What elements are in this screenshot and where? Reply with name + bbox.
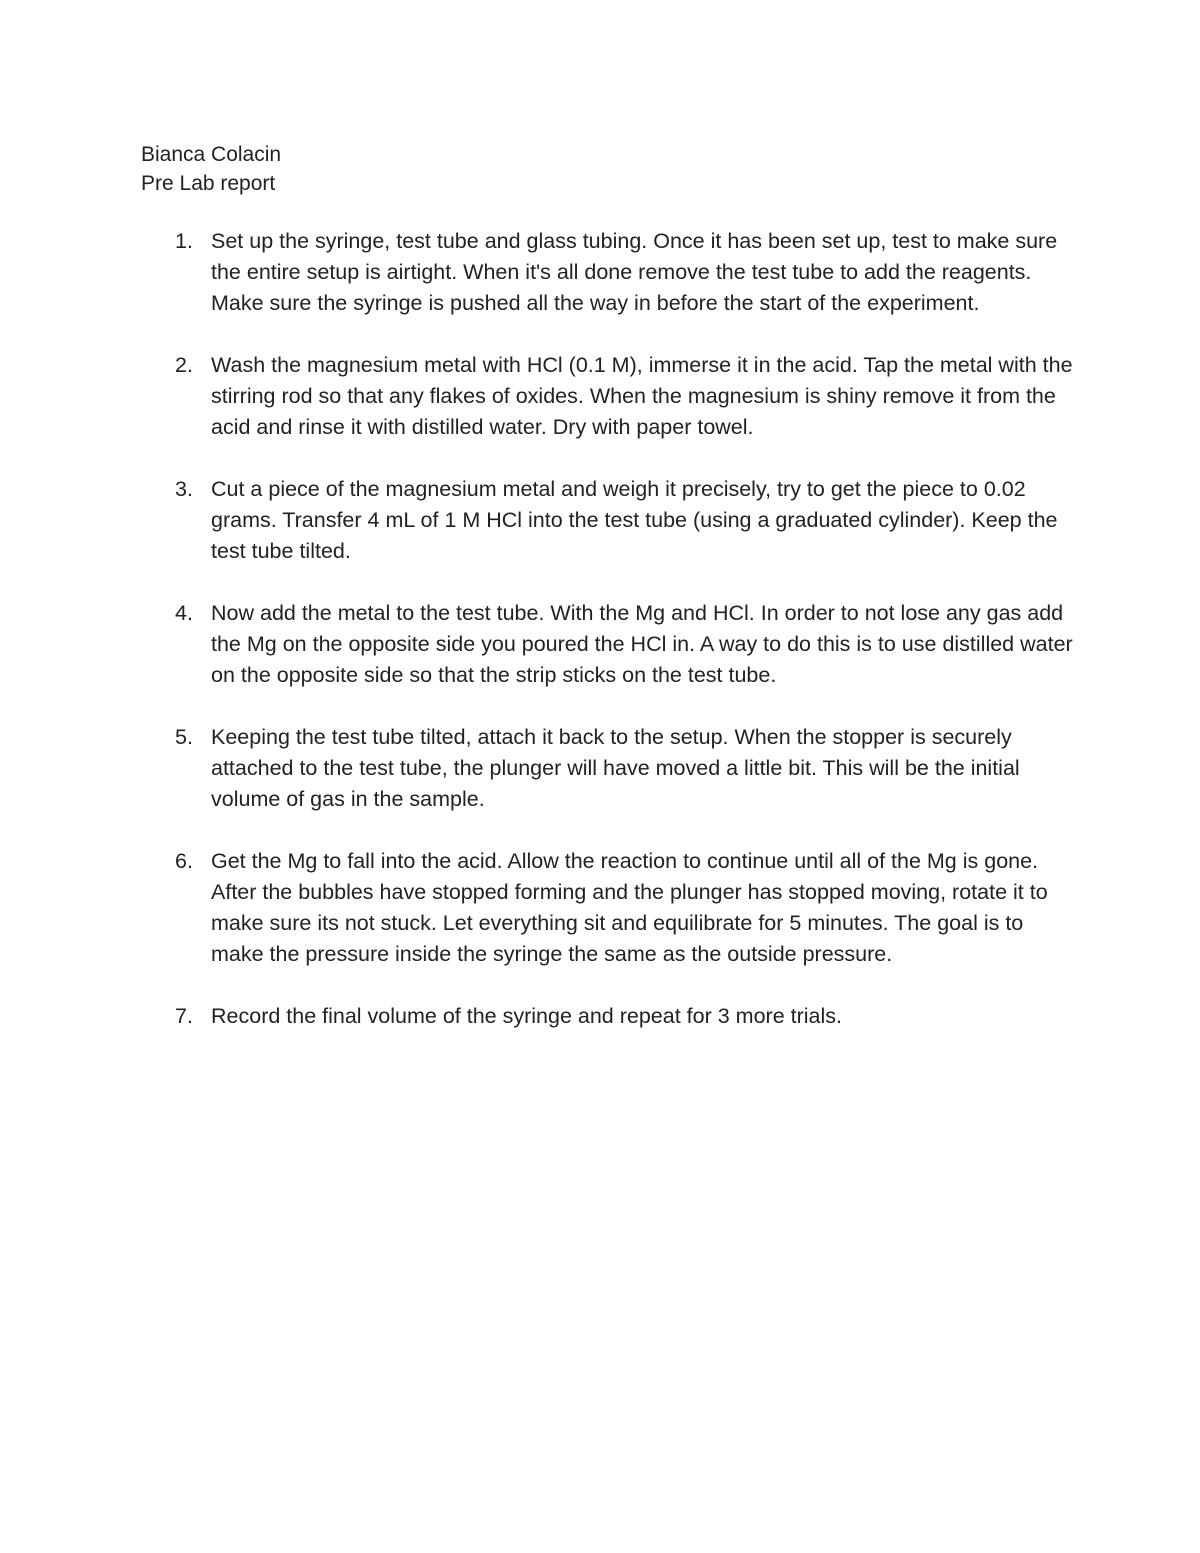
step-text: Cut a piece of the magnesium metal and weigh it precisely, try to get the piece to 0.02 grams. Transfer 4 mL of 1 M HCl into the test tube (using a graduated cylinder). Keep the test tube tilted. bbox=[211, 477, 1058, 563]
step-text: Record the final volume of the syringe and repeat for 3 more trials. bbox=[211, 1004, 842, 1028]
procedure-step bbox=[141, 474, 1081, 567]
step-text: Set up the syringe, test tube and glass tubing. Once it has been set up, test to make sure the entire setup is airtight. When it's all done remove the test tube to add the reagents. Make sure the syringe is pushed all the way in before the start of the experiment. bbox=[211, 229, 1058, 315]
step-number: 1. bbox=[175, 229, 193, 253]
step-text: Get the Mg to fall into the acid. Allow the reaction to continue until all of the Mg is gone. After the bubbles have stopped forming and the plunger has stopped moving, rotate it to make sure its not stuck. Let everything sit and equilibrate for 5 minutes. The goal is to make the pressure inside the syringe the same as the outside pressure. bbox=[211, 849, 1048, 966]
procedure-steps-list bbox=[141, 226, 1081, 1063]
step-number: 7. bbox=[175, 1004, 193, 1028]
document-header bbox=[141, 140, 281, 198]
step-number: 5. bbox=[175, 725, 193, 749]
document-title: Pre Lab report bbox=[141, 172, 276, 195]
procedure-step bbox=[141, 350, 1081, 443]
step-text: Now add the metal to the test tube. With the Mg and HCl. In order to not lose any gas add the Mg on the opposite side you poured the HCl in. A way to do this is to use distilled water on the opposite side so that the strip sticks on the test tube. bbox=[211, 601, 1073, 687]
step-number: 4. bbox=[175, 601, 193, 625]
procedure-step bbox=[141, 722, 1081, 815]
procedure-step bbox=[141, 846, 1081, 970]
procedure-step bbox=[141, 1001, 1081, 1032]
procedure-step bbox=[141, 598, 1081, 691]
step-number: 6. bbox=[175, 849, 193, 873]
step-text: Keeping the test tube tilted, attach it back to the setup. When the stopper is securely attached to the test tube, the plunger will have moved a little bit. This will be the initial volume of gas in the sample. bbox=[211, 725, 1020, 811]
step-text: Wash the magnesium metal with HCl (0.1 M), immerse it in the acid. Tap the metal with the stirring rod so that any flakes of oxides. When the magnesium is shiny remove it from the acid and rinse it with distilled water. Dry with paper towel. bbox=[211, 353, 1073, 439]
step-number: 2. bbox=[175, 353, 193, 377]
step-number: 3. bbox=[175, 477, 193, 501]
author-name: Bianca Colacin bbox=[141, 143, 282, 166]
procedure-step bbox=[141, 226, 1081, 319]
